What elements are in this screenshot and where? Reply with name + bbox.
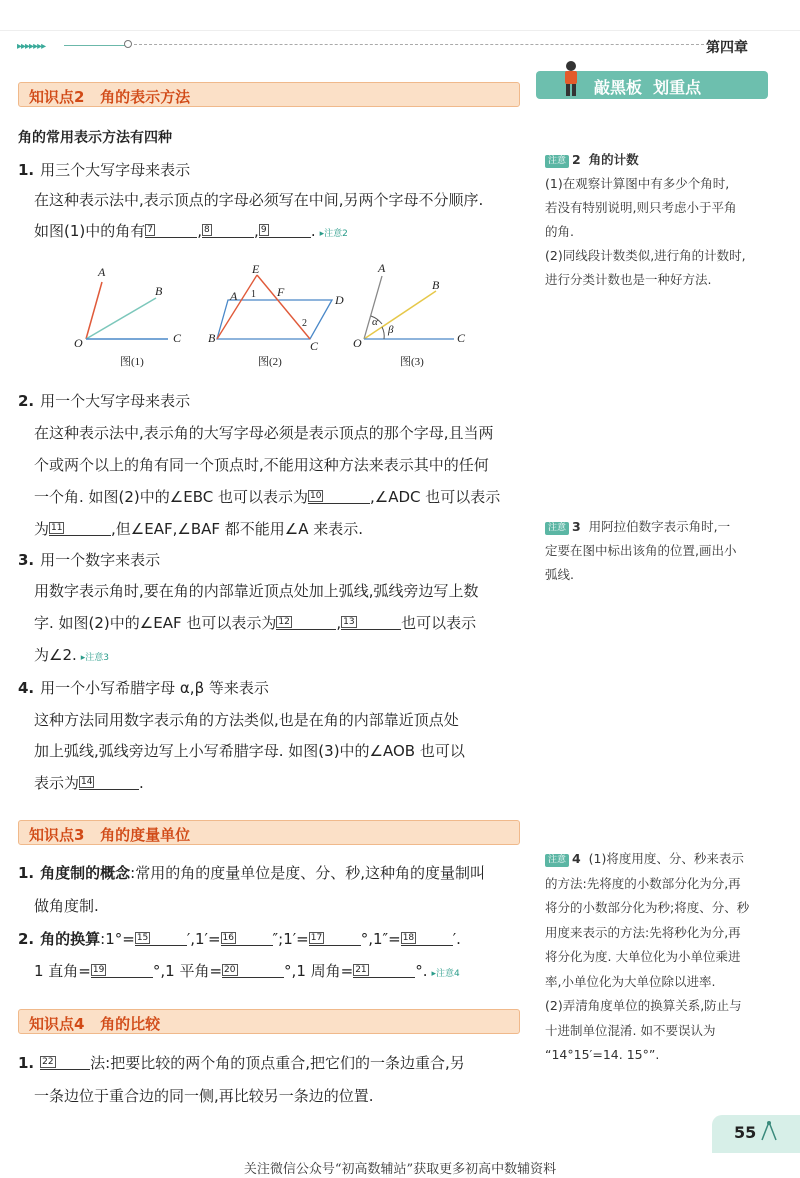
blank-14 bbox=[79, 775, 139, 790]
note-badge: 注意 bbox=[545, 155, 569, 168]
text-span: . bbox=[139, 774, 144, 792]
note-badge: 注意 bbox=[545, 522, 569, 535]
text-line: 做角度制. bbox=[34, 897, 99, 915]
method-3-title bbox=[18, 551, 160, 569]
blank-16 bbox=[221, 931, 273, 946]
label-A: A bbox=[230, 289, 238, 303]
conversion-line-1 bbox=[18, 930, 461, 948]
text-line: 用数字表示角时,要在角的内部靠近顶点处加上弧线,弧线旁边写上数 bbox=[34, 582, 479, 600]
compass-icon bbox=[758, 1120, 780, 1142]
blank-number: 9 bbox=[260, 225, 267, 235]
blank-number: 18 bbox=[402, 933, 415, 943]
text-span: 1 直角= bbox=[34, 962, 91, 980]
text-span: 也可以表示 bbox=[401, 614, 477, 632]
note-line: 将分化为度. 大单位化为小单位乘进 bbox=[545, 949, 741, 964]
header-arrows: ▸▸▸▸▸▸▸ bbox=[17, 41, 46, 52]
caption-1: 图(1) bbox=[120, 356, 144, 368]
text-span: . bbox=[310, 222, 316, 240]
text-span: 一个角. 如图(2)中的∠EBC 也可以表示为 bbox=[34, 488, 308, 506]
blank-number: 7 bbox=[147, 225, 153, 235]
text-line bbox=[34, 614, 476, 632]
note-line: 定要在图中标出该角的位置,画出小 bbox=[545, 543, 737, 558]
text-span: ,但∠EAF,∠BAF 都不能用∠A 来表示. bbox=[111, 520, 364, 538]
blank-13 bbox=[341, 615, 401, 630]
note-line: 弧线. bbox=[545, 567, 574, 582]
page-number: 55 bbox=[734, 1123, 757, 1142]
note-line: (2)弄清角度单位的换算关系,防止与 bbox=[545, 998, 742, 1013]
method-2-title bbox=[18, 392, 190, 410]
text-span: °. bbox=[415, 962, 428, 980]
note-line: 将分的小数部分化为秒;将度、分、秒 bbox=[545, 900, 750, 915]
item-number: 3. bbox=[18, 551, 35, 569]
note-num: 4 bbox=[572, 851, 581, 866]
sidebar-header bbox=[536, 71, 768, 99]
text-span: 如图(1)中的角有 bbox=[34, 222, 146, 240]
blank-number: 17 bbox=[310, 933, 323, 943]
text-span: 为∠2. bbox=[34, 646, 77, 664]
note-line: 的角. bbox=[545, 224, 574, 239]
blank-number: 21 bbox=[355, 965, 367, 975]
label-B: B bbox=[432, 278, 440, 292]
text-span: 字. 如图(2)中的∠EAF 也可以表示为 bbox=[34, 614, 277, 632]
section-header-kp3 bbox=[18, 820, 520, 845]
teacher-icon bbox=[558, 59, 584, 97]
text-line bbox=[18, 1054, 465, 1072]
blank-number: 16 bbox=[222, 933, 234, 943]
text-line bbox=[34, 646, 109, 664]
label-1: 1 bbox=[251, 289, 256, 300]
header-dashed-line bbox=[134, 44, 704, 45]
item-title: 用一个大写字母来表示 bbox=[40, 392, 191, 410]
label-A: A bbox=[378, 262, 386, 275]
item-number: 2. bbox=[18, 392, 35, 410]
section-title: 知识点2 角的表示方法 bbox=[29, 88, 191, 106]
text-line bbox=[34, 520, 363, 538]
text-line bbox=[34, 774, 144, 792]
item-title: 角的换算 bbox=[40, 930, 101, 948]
blank-10 bbox=[308, 489, 370, 504]
text-line: 这种方法同用数字表示角的方法类似,也是在角的内部靠近顶点处 bbox=[34, 711, 459, 729]
note-line: (1)将度用度、分、秒来表示 bbox=[588, 851, 744, 866]
item-title: 角度制的概念 bbox=[40, 864, 131, 882]
item-number: 1. bbox=[18, 161, 35, 179]
caption-3: 图(3) bbox=[400, 356, 424, 368]
section-title: 知识点4 角的比较 bbox=[29, 1015, 161, 1033]
item-number: 2. bbox=[18, 930, 35, 948]
note-link[interactable]: ▸注意2 bbox=[319, 229, 348, 239]
blank-number: 22 bbox=[42, 1057, 54, 1067]
text-span: 法:把要比较的两个角的顶点重合,把它们的一条边重合,另 bbox=[90, 1054, 465, 1072]
note-num: 3 bbox=[572, 519, 581, 534]
text-line: 如图(1)中的角有 7 , 8 , 9 . ▸注意2 bbox=[34, 222, 348, 240]
note-line: 十进制单位混淆. 如不要误认为 bbox=[545, 1022, 716, 1038]
sidebar-title: 敲黑板 划重点 bbox=[594, 78, 702, 97]
item-number: 4. bbox=[18, 679, 35, 697]
blank-19 bbox=[91, 963, 153, 978]
text-span: °,1 平角= bbox=[152, 962, 223, 980]
note-badge: 注意 bbox=[545, 854, 569, 867]
text-line: 加上弧线,弧线旁边写上小写希腊字母. 如图(3)中的∠AOB 也可以 bbox=[34, 742, 465, 760]
header-line bbox=[64, 45, 128, 46]
text-span: 为 bbox=[34, 520, 50, 538]
label-C: C bbox=[457, 331, 466, 345]
label-B: B bbox=[208, 331, 216, 345]
blank-7 bbox=[145, 223, 197, 238]
sidebar-note-3 bbox=[545, 515, 770, 587]
blank-22 bbox=[40, 1055, 90, 1070]
item-number: 1. bbox=[18, 864, 35, 882]
blank-20 bbox=[222, 963, 284, 978]
label-B: B bbox=[155, 284, 163, 298]
blank-17 bbox=[309, 931, 361, 946]
label-E: E bbox=[252, 262, 260, 276]
header-dot bbox=[124, 40, 132, 48]
blank-number: 8 bbox=[204, 225, 210, 235]
blank-number: 13 bbox=[343, 617, 355, 627]
blank-18 bbox=[401, 931, 453, 946]
figure-2 bbox=[208, 262, 344, 368]
blank-number: 10 bbox=[309, 491, 322, 501]
label-D: D bbox=[335, 293, 344, 307]
section-header-kp2 bbox=[18, 82, 520, 107]
note-line: 若没有特别说明,则只考虑小于平角 bbox=[545, 200, 737, 215]
text-span: ′. bbox=[452, 930, 461, 948]
text-line: 在这种表示法中,表示角的大写字母必须是表示顶点的那个字母,且当两 bbox=[34, 424, 494, 442]
note-link[interactable]: ▸注意3 bbox=[80, 653, 110, 663]
note-line: 的方法:先将度的小数部分化为分,再 bbox=[545, 875, 741, 891]
item-number: 1. bbox=[18, 1054, 35, 1072]
footer-text: 关注微信公众号“初高数辅站”获取更多初高中数辅资料 bbox=[243, 1162, 557, 1177]
note-title: 角的计数 bbox=[588, 152, 639, 167]
item-title: 用一个小写希腊字母 α,β 等来表示 bbox=[40, 679, 269, 697]
label-C: C bbox=[173, 331, 182, 345]
sidebar-note-2 bbox=[545, 148, 770, 292]
blank-number: 14 bbox=[81, 777, 93, 787]
note-line: (1)在观察计算图中有多少个角时, bbox=[545, 176, 730, 191]
note-line: 进行分类计数也是一种好方法. bbox=[545, 272, 712, 287]
text-line bbox=[34, 488, 500, 506]
caption-2: 图(2) bbox=[258, 356, 282, 368]
top-rule bbox=[0, 30, 800, 31]
blank-number: 20 bbox=[224, 965, 236, 975]
figure-1 bbox=[74, 265, 182, 368]
blank-number: 12 bbox=[278, 617, 290, 627]
label-beta: β bbox=[388, 324, 394, 336]
conversion-line-2 bbox=[34, 962, 460, 980]
chapter-label: 第四章 bbox=[706, 40, 748, 56]
note-line: 用度来表示的方法:先将秒化为分,再 bbox=[545, 924, 741, 940]
label-alpha: α bbox=[372, 316, 378, 328]
label-O: O bbox=[353, 336, 362, 350]
method-1-title bbox=[18, 161, 190, 179]
item-title: 用三个大写字母来表示 bbox=[40, 161, 191, 179]
text-span: :常用的角的度量单位是度、分、秒,这种角的度量制叫 bbox=[130, 864, 485, 882]
label-F: F bbox=[277, 285, 285, 299]
note-num: 2 bbox=[572, 152, 581, 167]
text-line: 一条边位于重合边的同一侧,再比较另一条边的位置. bbox=[34, 1087, 374, 1105]
note-line: (2)同线段计数类似,进行角的计数时, bbox=[545, 248, 746, 263]
blank-number: 19 bbox=[92, 965, 105, 975]
label-A: A bbox=[98, 265, 106, 279]
section-title: 知识点3 角的度量单位 bbox=[29, 826, 191, 844]
text-span: ′,1′= bbox=[186, 930, 221, 948]
note-line: 率,小单位化为大单位除以进率. bbox=[545, 973, 716, 989]
text-span: , bbox=[336, 614, 342, 632]
blank-number: 15 bbox=[136, 933, 149, 943]
blank-12 bbox=[276, 615, 336, 630]
text-line: 个或两个以上的角有同一个顶点时,不能用这种方法来表示其中的任何 bbox=[34, 456, 489, 474]
text-span: ″;1′= bbox=[272, 930, 309, 948]
blank-11 bbox=[49, 521, 111, 536]
sidebar-note-4 bbox=[545, 847, 770, 1068]
blank-number: 11 bbox=[51, 523, 63, 533]
method-4-title bbox=[18, 679, 269, 697]
text-span: °,1″= bbox=[360, 930, 401, 948]
note-line: 用阿拉伯数字表示角时,一 bbox=[588, 519, 731, 534]
label-2: 2 bbox=[302, 318, 307, 329]
blank-21 bbox=[353, 963, 415, 978]
section-header-kp4 bbox=[18, 1009, 520, 1034]
blank-8 bbox=[202, 223, 254, 238]
text-line: 在这种表示法中,表示顶点的字母必须写在中间,另两个字母不分顺序. bbox=[34, 191, 484, 209]
text-span: :1°= bbox=[100, 930, 135, 948]
label-C: C bbox=[310, 339, 319, 353]
note-link[interactable]: ▸注意4 bbox=[431, 969, 460, 979]
note-line: “14°15′=14. 15°”. bbox=[545, 1047, 660, 1062]
label-O: O bbox=[74, 336, 83, 350]
angle-figures bbox=[60, 262, 480, 374]
text-line bbox=[18, 864, 485, 882]
text-span: °,1 周角= bbox=[284, 962, 354, 980]
intro-text: 角的常用表示方法有四种 bbox=[18, 130, 172, 146]
blank-15 bbox=[135, 931, 187, 946]
text-span: 表示为 bbox=[34, 774, 80, 792]
figure-3 bbox=[353, 262, 466, 368]
item-title: 用一个数字来表示 bbox=[40, 551, 161, 569]
text-span: ,∠ADC 也可以表示 bbox=[369, 488, 501, 506]
blank-9 bbox=[259, 223, 311, 238]
